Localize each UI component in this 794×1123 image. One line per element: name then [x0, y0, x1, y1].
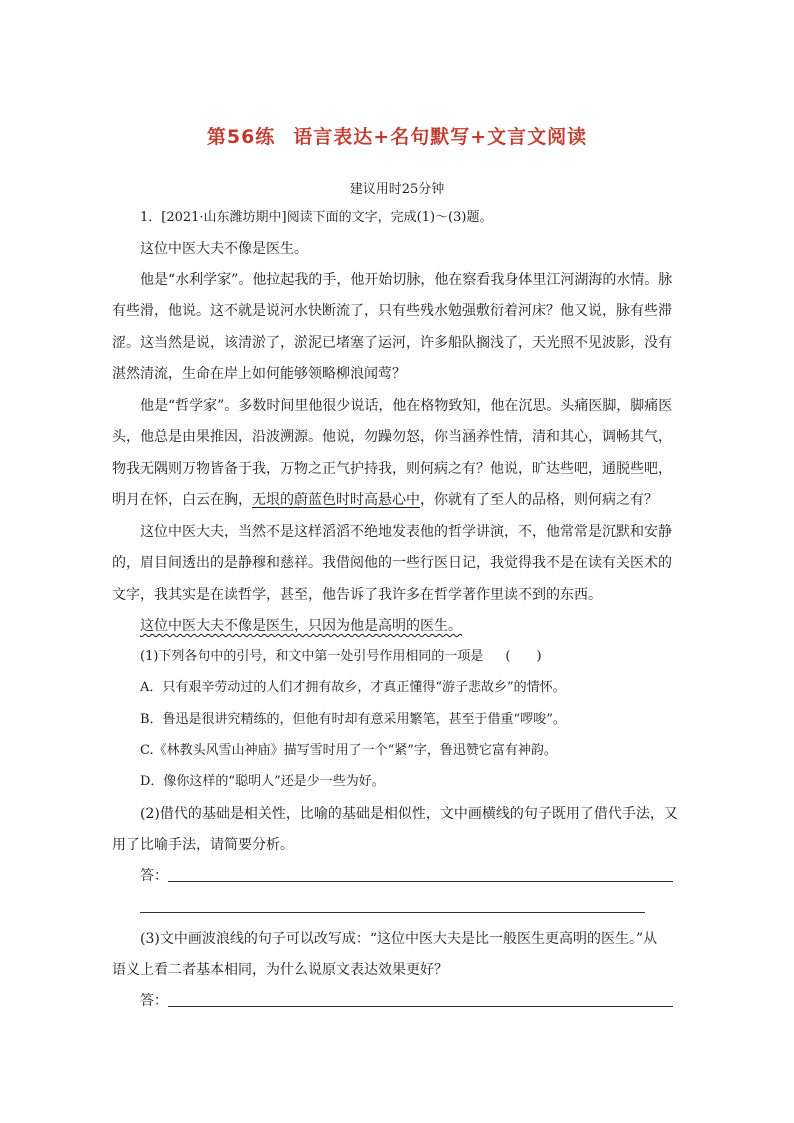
lesson-number: 第56练	[206, 126, 276, 148]
passage-line: 湛然清流，生命在岸上如何能够领略柳浪闻莺？	[112, 366, 406, 382]
time-hint: 建议用时25分钟	[349, 182, 445, 197]
answer-label: 答：	[140, 993, 168, 1009]
passage-text: ，你就有了至人的品格，则何病之有？	[420, 492, 658, 508]
answer-line[interactable]	[140, 912, 645, 913]
stem-text: (1)下列各句中的引号，和文中第一处引号作用相同的一项是	[140, 649, 484, 664]
passage-line: 的，眉目间透出的是静穆和慈祥。我借阅他的一些行医日记，我觉得我不是在读有关医术的	[112, 555, 672, 571]
option-d: D．像你这样的“聪明人”还是少一些为好。	[140, 774, 385, 789]
answer-line[interactable]	[168, 881, 673, 882]
underlined-sentence: 无垠的蔚蓝色时时高悬心中	[252, 492, 420, 508]
page-title	[0, 122, 794, 149]
passage-text: 明月在怀，白云在胸，	[112, 492, 252, 508]
sub-question-3-stem: (3)文中画波浪线的句子可以改写成：“这位中医大夫是比一般医生更高明的医生。”从	[140, 931, 658, 947]
option-c: C.《林教头风雪山神庙》描写雪时用了一个“紧”字，鲁迅赞它富有神韵。	[140, 743, 557, 758]
answer-line[interactable]	[168, 1006, 673, 1007]
passage-paragraph-5	[140, 616, 462, 636]
sub-question-3-stem-cont: 语义上看二者基本相同，为什么说原文表达效果更好？	[112, 962, 448, 978]
passage-line: 头，他总是由果推因，沿波溯源。他说，勿躁勿怒，你当涵养性情，清和其心，调畅其气，	[112, 429, 672, 445]
passage-line: 有些滑，他说。这不就是说河水快断流了，只有些残水勉强敷衍着河床？他又说，脉有些滞	[112, 303, 672, 319]
passage-line: 物我无隅则万物皆备于我，万物之正气护持我，则何病之有？他说，旷达些吧，通脱些吧，	[112, 461, 672, 477]
passage-line: 他是“水利学家”。他拉起我的手，他开始切脉，他在察看我身体里江河湖海的水情。脉	[140, 272, 673, 288]
passage-line: 他是“哲学家”。多数时间里他很少说话，他在格物致知，他在沉思。头痛医脚，脚痛医	[140, 398, 673, 414]
passage-line: 文字，我其实是在读哲学，甚至，他告诉了我许多在哲学著作里读不到的东西。	[112, 587, 602, 603]
answer-parentheses: ( )	[505, 649, 542, 664]
passage-line	[112, 490, 658, 510]
answer-label: 答：	[140, 868, 168, 884]
option-a: A．只有艰辛劳动过的人们才拥有故乡，才真正懂得“游子悲故乡”的情怀。	[140, 680, 566, 695]
sub-question-1-stem	[140, 647, 542, 667]
question-intro: 1．[2021·山东潍坊期中]阅读下面的文字，完成(1)～(3)题。	[140, 210, 493, 225]
lesson-title: 语言表达+名句默写+文言文阅读	[293, 126, 588, 148]
passage-paragraph-1: 这位中医大夫不像是医生。	[140, 241, 308, 257]
passage-line: 这位中医大夫，当然不是这样滔滔不绝地发表他的哲学讲演，不，他常常是沉默和安静	[140, 524, 672, 540]
option-b: B．鲁迅是很讲究精练的，但他有时却有意采用繁笔，甚至于借重“啰唆”。	[140, 712, 566, 727]
sub-question-2-stem: (2)借代的基础是相关性，比喻的基础是相似性，文中画横线的句子既用了借代手法，又	[140, 806, 678, 822]
sub-question-2-stem-cont: 用了比喻手法，请简要分析。	[112, 837, 294, 853]
passage-line: 涩。这当然是说，该清淤了，淤泥已堵塞了运河，许多船队搁浅了，天光照不见波影，没有	[112, 335, 672, 351]
wavy-underlined-sentence: 这位中医大夫不像是医生，只因为他是高明的医生。	[140, 618, 462, 634]
